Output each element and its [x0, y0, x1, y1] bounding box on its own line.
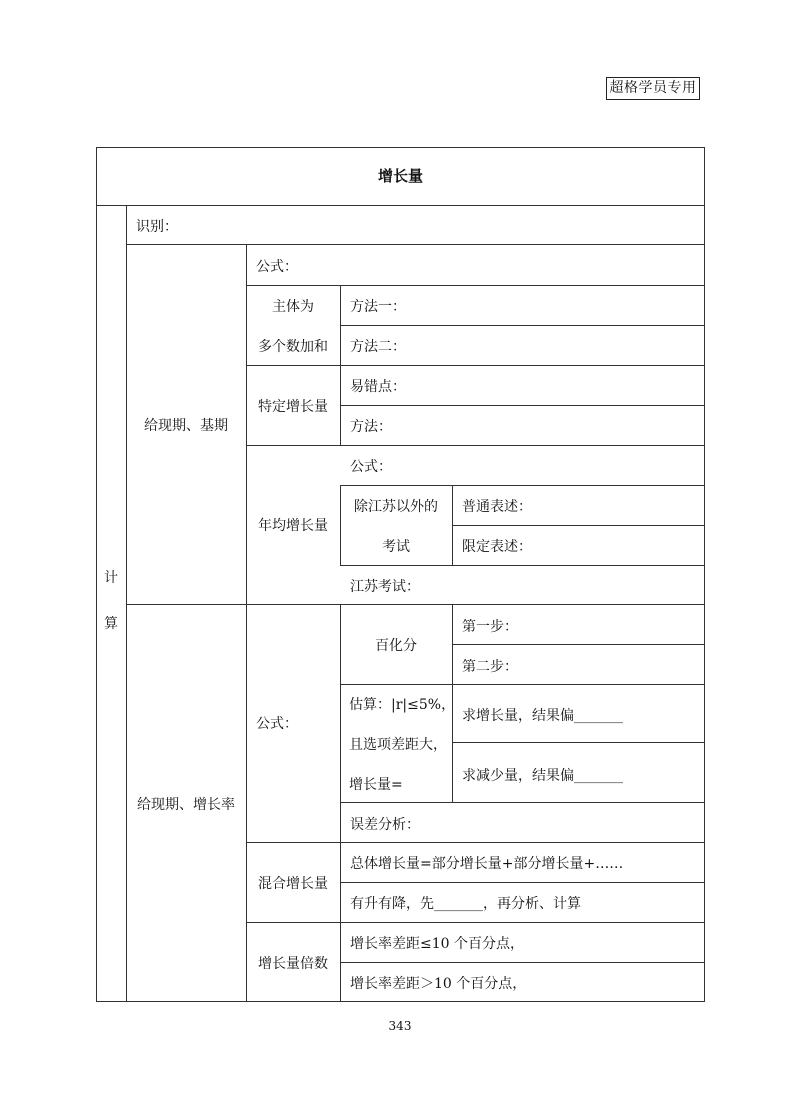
side-label-ji: 计 [104, 570, 118, 586]
row-divider [340, 565, 704, 566]
row-divider [246, 445, 704, 446]
row-divider [246, 842, 704, 843]
annual-formula: 公式： [350, 459, 392, 475]
jiangsu-exam: 江苏考试： [350, 579, 420, 595]
specific-growth-label: 特定增长量 [258, 399, 328, 415]
rate-gap-le-10: 增长率差距≤10 个百分点， [350, 936, 524, 952]
row-divider [452, 742, 704, 743]
decrease-bias: 求减少量，结果偏_______ [462, 768, 623, 784]
identify-label: 识别： [136, 219, 178, 235]
table-border-right [704, 147, 705, 1002]
limited-expression: 限定表述： [462, 539, 532, 555]
row-divider [340, 684, 704, 685]
student-only-badge: 超格学员专用 [606, 77, 700, 100]
row-divider [340, 882, 704, 883]
annual-growth-label: 年均增长量 [258, 518, 328, 534]
row-divider [246, 285, 704, 286]
normal-expression: 普通表述： [462, 499, 532, 515]
non-jiangsu-label-1: 除江苏以外的 [354, 499, 438, 515]
mixed-growth-label: 混合增长量 [258, 876, 328, 892]
col-divider [452, 485, 453, 565]
title-divider [96, 205, 704, 206]
total-growth-formula: 总体增长量=部分增长量+部分增长量+…… [350, 856, 624, 872]
page-number: 343 [388, 1019, 412, 1033]
row-divider [340, 485, 704, 486]
estimate-line-3: 增长量= [349, 777, 403, 793]
non-jiangsu-label-2: 考试 [382, 539, 410, 555]
side-label-suan: 算 [104, 616, 118, 632]
growth-rate-label: 给现期、增长率 [137, 797, 235, 813]
multi-sum-label-1: 主体为 [272, 299, 314, 315]
col-divider [340, 285, 341, 445]
method-two: 方法二： [350, 339, 406, 355]
step-two: 第二步： [462, 659, 518, 675]
col-divider [126, 205, 127, 1002]
section-divider [126, 604, 704, 605]
multi-sum-label-2: 多个数加和 [258, 339, 328, 355]
specific-method: 方法： [350, 419, 392, 435]
percent-to-fraction-label: 百化分 [375, 638, 417, 654]
error-point: 易错点： [350, 379, 406, 395]
base-period-label: 给现期、基期 [144, 418, 228, 434]
col-divider [340, 604, 341, 1002]
row-divider [340, 325, 704, 326]
row-divider [246, 922, 704, 923]
table-border-top [96, 147, 704, 148]
row-divider [452, 525, 704, 526]
row-divider [126, 244, 704, 245]
error-analysis: 误差分析： [350, 817, 420, 833]
estimate-line-2: 且选项差距大， [349, 737, 447, 753]
row-divider [340, 405, 704, 406]
rate-formula-label: 公式： [256, 716, 298, 732]
increase-bias: 求增长量，结果偏_______ [462, 708, 623, 724]
base-formula: 公式： [256, 259, 298, 275]
growth-multiple-label: 增长量倍数 [258, 956, 328, 972]
table-title: 增长量 [377, 167, 423, 185]
rise-fall-note: 有升有降，先_______，再分析、计算 [350, 896, 581, 912]
method-one: 方法一： [350, 299, 406, 315]
row-divider [340, 962, 704, 963]
rate-gap-gt-10: 增长率差距＞10 个百分点， [350, 976, 527, 992]
estimate-line-1: 估算：|r|≤5%， [349, 697, 456, 713]
table-border-bottom [96, 1001, 705, 1002]
row-divider [246, 365, 704, 366]
step-one: 第一步： [462, 619, 518, 635]
row-divider [452, 644, 704, 645]
row-divider [340, 802, 704, 803]
